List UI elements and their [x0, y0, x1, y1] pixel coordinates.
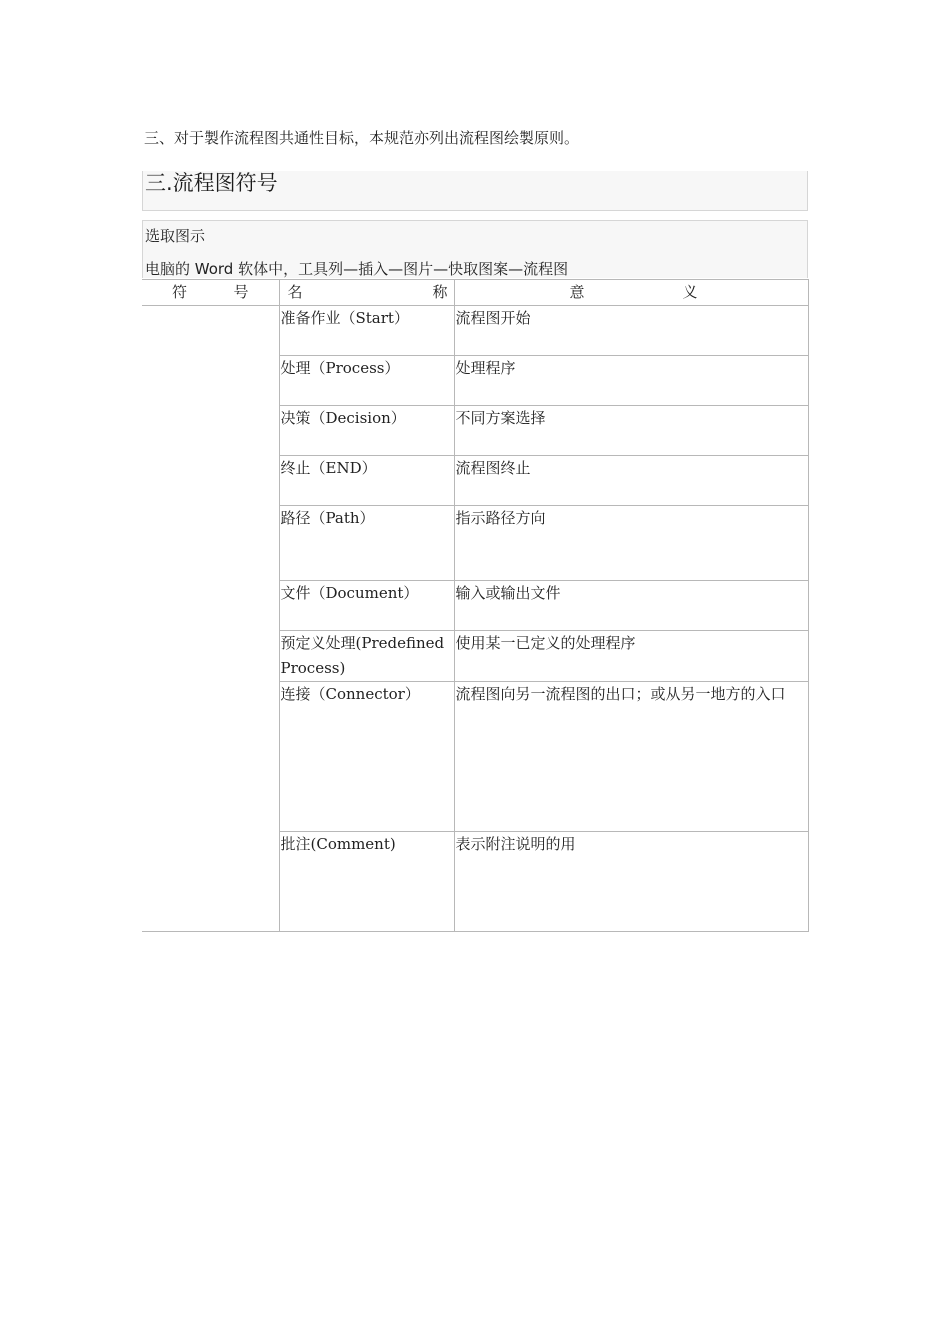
header-symbol: 符 号	[142, 280, 279, 306]
instructions-line-2: 电脑的 Word 软体中，工具列—插入—图片—快取图案—流程图	[145, 260, 569, 278]
row-meaning: 不同方案选择	[454, 406, 808, 456]
row-name: 准备作业（Start）	[279, 306, 454, 356]
row-meaning: 指示路径方向	[454, 506, 808, 581]
row-meaning: 使用某一已定义的处理程序	[454, 631, 808, 682]
row-meaning: 表示附注说明的用	[454, 832, 808, 932]
table-row	[142, 306, 808, 356]
row-meaning: 流程图开始	[454, 306, 808, 356]
flowchart-symbol-table	[142, 279, 809, 932]
instructions-line-1: 选取图示	[145, 227, 206, 245]
row-meaning: 流程图终止	[454, 456, 808, 506]
row-name: 文件（Document）	[279, 581, 454, 631]
row-name: 连接（Connector）	[279, 682, 454, 832]
symbol-column	[142, 306, 279, 932]
row-meaning: 输入或输出文件	[454, 581, 808, 631]
header-meaning: 意 义	[454, 280, 808, 306]
row-meaning: 流程图向另一流程图的出口；或从另一地方的入口	[454, 682, 808, 832]
row-name: 决策（Decision）	[279, 406, 454, 456]
row-name: 路径（Path）	[279, 506, 454, 581]
header-name: 名 称	[279, 280, 454, 306]
row-name: 终止（END）	[279, 456, 454, 506]
section-heading: 三.流程图符号	[145, 171, 278, 195]
row-name: 处理（Process）	[279, 356, 454, 406]
instructions-box	[142, 220, 808, 278]
table-header-row	[142, 280, 808, 306]
section-heading-box	[142, 171, 808, 211]
row-name: 批注(Comment)	[279, 832, 454, 932]
row-meaning: 处理程序	[454, 356, 808, 406]
row-name: 预定义处理(Predefined Process)	[279, 631, 454, 682]
intro-paragraph: 三、对于製作流程图共通性目标，本规范亦列出流程图绘製原则。	[144, 129, 580, 147]
